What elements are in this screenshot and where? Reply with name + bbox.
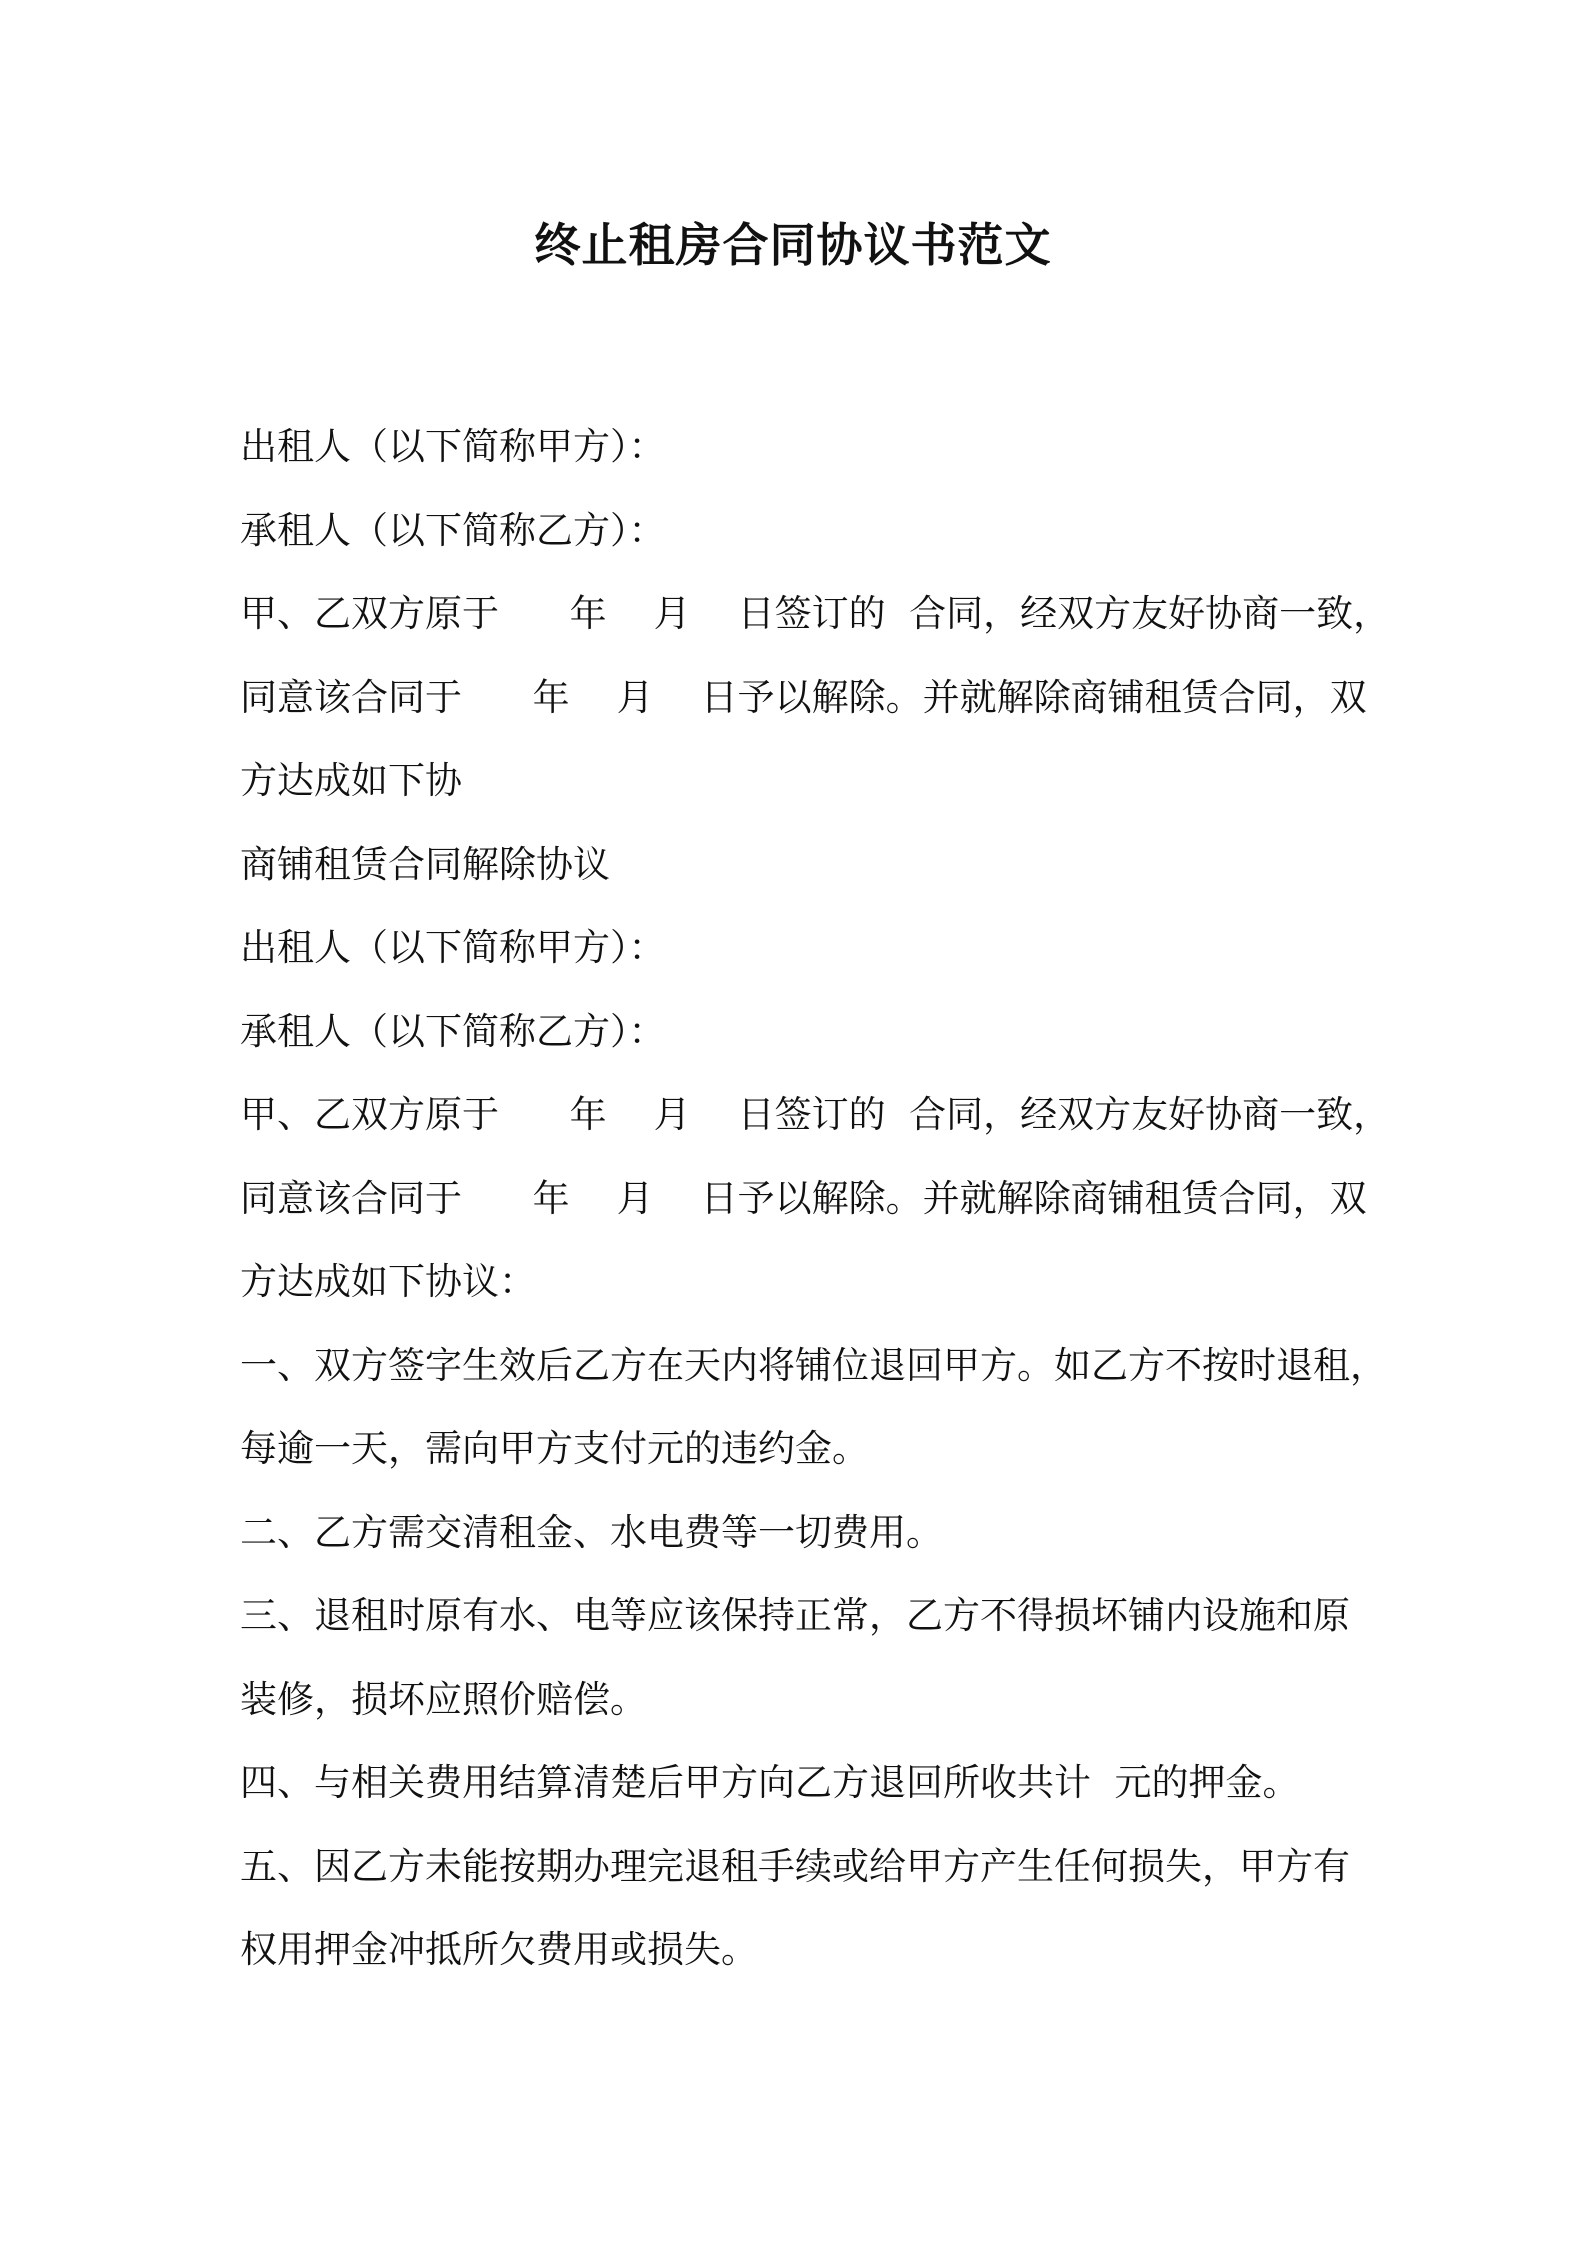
clause-line: 五、因乙方未能按期办理完退租手续或给甲方产生任何损失，甲方有 <box>240 1844 1350 1888</box>
clause-line: 一、双方签字生效后乙方在天内将铺位退回甲方。如乙方不按时退租， <box>240 1343 1387 1387</box>
clause-line: 装修，损坏应照价赔偿。 <box>240 1677 647 1721</box>
text-line: 承租人（以下简称乙方）： <box>240 1009 666 1053</box>
document-body <box>240 405 1391 1992</box>
text-line: 承租人（以下简称乙方）： <box>240 508 666 552</box>
text-line: 甲、乙双方原于 年 月 日签订的 合同，经双方友好协商一致， <box>240 592 1391 635</box>
text-line: 出租人（以下简称甲方）： <box>240 425 666 468</box>
clause-line: 权用押金冲抵所欠费用或损失。 <box>240 1928 758 1971</box>
text-line: 方达成如下协 <box>240 759 462 802</box>
clause-line: 三、退租时原有水、电等应该保持正常，乙方不得损坏铺内设施和原 <box>240 1594 1350 1637</box>
text-line: 同意该合同于 年 月 日予以解除。并就解除商铺租赁合同，双 <box>240 1176 1367 1220</box>
clause-line: 每逾一天，需向甲方支付元的违约金。 <box>240 1427 869 1470</box>
text-line: 甲、乙双方原于 年 月 日签订的 合同，经双方友好协商一致， <box>240 1093 1391 1136</box>
text-line: 出租人（以下简称甲方）： <box>240 926 666 969</box>
text-line: 方达成如下协议： <box>240 1260 536 1303</box>
document-title: 终止租房合同协议书范文 <box>534 218 1052 272</box>
clause-line: 四、与相关费用结算清楚后甲方向乙方退回所收共计 元的押金。 <box>240 1761 1300 1804</box>
section-heading: 商铺租赁合同解除协议 <box>240 842 610 886</box>
clause-line: 二、乙方需交清租金、水电费等一切费用。 <box>240 1510 943 1554</box>
text-line: 同意该合同于 年 月 日予以解除。并就解除商铺租赁合同，双 <box>240 675 1367 719</box>
